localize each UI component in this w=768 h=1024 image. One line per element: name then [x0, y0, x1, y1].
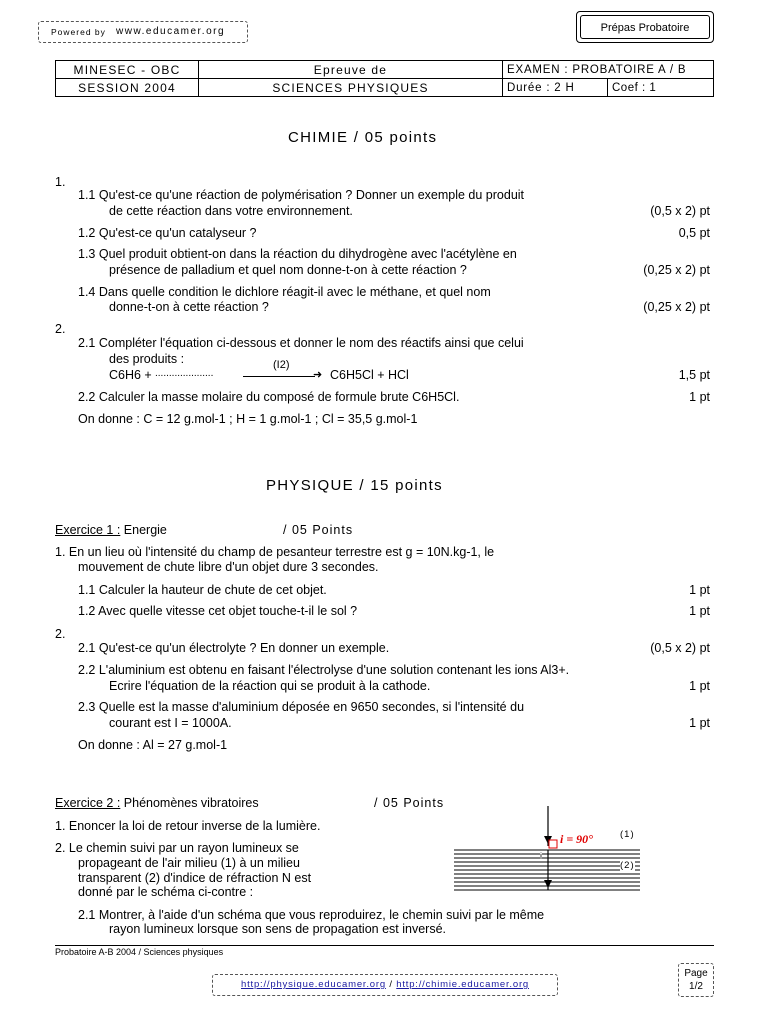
examen-cell: EXAMEN : PROBATOIRE A / B	[503, 61, 714, 79]
e2-q2b: propageant de l'air milieu (1) à un milieu	[78, 856, 300, 870]
powered-url[interactable]: www.educamer.org	[116, 26, 226, 37]
duree-cell: Durée : 2 H	[503, 79, 608, 97]
chimie-q2-2-points: 1 pt	[689, 390, 710, 404]
link-physique[interactable]: http://physique.educamer.org	[241, 979, 386, 990]
chimie-q1-1b: de cette réaction dans votre environnement.	[109, 204, 353, 218]
powered-by-label: Powered by	[51, 27, 106, 37]
exercice2-name: Phénomènes vibratoires	[120, 796, 259, 810]
e1-q2-3b: courant est I = 1000A.	[109, 716, 232, 730]
figure-medium-2: (2)	[620, 860, 635, 871]
exercice1-name: Energie	[120, 523, 167, 537]
chimie-title: CHIMIE / 05 points	[288, 129, 438, 146]
chimie-q1-3b: présence de palladium et quel nom donne-t-on à cette réaction ?	[109, 263, 467, 277]
e1-q2: 2.	[55, 627, 66, 641]
e1-q2-3-points: 1 pt	[689, 716, 710, 730]
equation-arrow-head: ➜	[313, 369, 323, 381]
chimie-q1-3a: 1.3 Quel produit obtient-on dans la réaction du dihydrogène avec l'acétylène en	[78, 247, 517, 261]
page-number: 1/2	[689, 981, 703, 992]
e2-q2c: transparent (2) d'indice de réfraction N est	[78, 871, 312, 885]
equation-arrow	[243, 376, 315, 377]
figure-medium-1: (1)	[620, 829, 635, 840]
session-cell: SESSION 2004	[56, 79, 199, 97]
chimie-q1-1a: 1.1 Qu'est-ce qu'une réaction de polymérisation ? Donner un exemple du produit	[78, 188, 525, 202]
page-label: Page	[684, 968, 708, 979]
e2-q2a: 2. Le chemin suivi par un rayon lumineux se	[55, 841, 299, 855]
exercice2-points: / 05 Points	[374, 796, 445, 810]
e1-q2-2b: Ecrire l'équation de la réaction qui se produit à la cathode.	[109, 679, 431, 693]
exercice2-heading	[55, 796, 259, 810]
right-angle-mark	[549, 840, 557, 848]
subject-cell: SCIENCES PHYSIQUES	[199, 79, 503, 97]
footer-divider	[55, 945, 714, 946]
physique-title: PHYSIQUE / 15 points	[266, 477, 443, 494]
chimie-q2-1b: des produits :	[109, 352, 185, 366]
equation-catalyst: (I2)	[273, 359, 290, 371]
refraction-diagram	[450, 802, 642, 897]
chimie-q1-4a: 1.4 Dans quelle condition le dichlore réagit-il avec le méthane, et quel nom	[78, 285, 491, 299]
e1-q2-1-points: (0,5 x 2) pt	[650, 641, 710, 655]
page-indicator	[678, 963, 714, 997]
chimie-q2-1-points: 1,5 pt	[678, 368, 710, 382]
chimie-q2: 2.	[55, 322, 66, 336]
e2-q2-1b: rayon lumineux lorsque son sens de propagation est inversé.	[109, 922, 447, 936]
chimie-q2-2: 2.2 Calculer la masse molaire du composé de formule brute C6H5Cl.	[78, 390, 460, 404]
chimie-q1-3-points: (0,25 x 2) pt	[643, 263, 710, 277]
e2-q2d: donné par le schéma ci-contre :	[78, 885, 254, 899]
figure-i-label: i	[540, 851, 542, 861]
chimie-q1-1-points: (0,5 x 2) pt	[650, 204, 710, 218]
e1-q2-2a: 2.2 L'aluminium est obtenu en faisant l'électrolyse d'une solution contenant les ions Al3+.	[78, 663, 570, 677]
coef-cell: Coef : 1	[608, 79, 714, 97]
equation-left: C6H6 +	[109, 368, 152, 382]
chimie-q1-4b: donne-t-on à cette réaction ?	[109, 300, 269, 314]
prepas-badge-label: Prépas Probatoire	[580, 15, 710, 39]
exercice1-heading	[55, 523, 167, 537]
chimie-q1: 1.	[55, 175, 66, 189]
exercice2-label: Exercice 2 :	[55, 796, 121, 810]
exercice1-label: Exercice 1 :	[55, 523, 121, 537]
e2-q1: 1. Enoncer la loi de retour inverse de la lumière.	[55, 819, 321, 833]
exam-header-table	[55, 60, 714, 97]
e1-q1a: 1. En un lieu où l'intensité du champ de pesanteur terrestre est g = 10N.kg-1, le	[55, 545, 495, 559]
equation-dots: .....................	[155, 368, 214, 379]
e1-q1-1: 1.1 Calculer la hauteur de chute de cet objet.	[78, 583, 327, 597]
e1-q1-2: 1.2 Avec quelle vitesse cet objet touche-t-il le sol ?	[78, 604, 358, 618]
exercice1-points: / 05 Points	[283, 523, 354, 537]
org-cell: MINESEC - OBC	[56, 61, 199, 79]
link-separator: /	[385, 979, 397, 990]
chimie-q1-2: 1.2 Qu'est-ce qu'un catalyseur ?	[78, 226, 257, 240]
e1-q1b: mouvement de chute libre d'un objet dure 3 secondes.	[78, 560, 379, 574]
e1-q1-1-points: 1 pt	[689, 583, 710, 597]
e1-ondonne: On donne : Al = 27 g.mol-1	[78, 738, 228, 752]
refracted-arrow-head	[544, 880, 552, 888]
e1-q2-2-points: 1 pt	[689, 679, 710, 693]
figure-angle-label: i = 90°	[560, 832, 593, 846]
prepas-badge	[576, 11, 714, 43]
footer-links-box	[212, 974, 558, 996]
footer-left: Probatoire A-B 2004 / Sciences physiques	[55, 947, 224, 957]
e1-q2-1: 2.1 Qu'est-ce qu'un électrolyte ? En donner un exemple.	[78, 641, 390, 655]
link-chimie[interactable]: http://chimie.educamer.org	[396, 979, 529, 990]
chimie-ondonne: On donne : C = 12 g.mol-1 ; H = 1 g.mol-1 ; Cl = 35,5 g.mol-1	[78, 412, 418, 426]
epreuve-cell: Epreuve de	[199, 61, 503, 79]
powered-by-box	[38, 21, 248, 43]
chimie-q1-4-points: (0,25 x 2) pt	[643, 300, 710, 314]
chimie-q1-2-points: 0,5 pt	[678, 226, 710, 240]
e1-q2-3a: 2.3 Quelle est la masse d'aluminium déposée en 9650 secondes, si l'intensité du	[78, 700, 525, 714]
chimie-q2-1a: 2.1 Compléter l'équation ci-dessous et donner le nom des réactifs ainsi que celui	[78, 336, 524, 350]
equation-right: C6H5Cl + HCl	[330, 368, 409, 382]
e2-q2-1a: 2.1 Montrer, à l'aide d'un schéma que vous reproduirez, le chemin suivi par le même	[78, 908, 545, 922]
e1-q1-2-points: 1 pt	[689, 604, 710, 618]
